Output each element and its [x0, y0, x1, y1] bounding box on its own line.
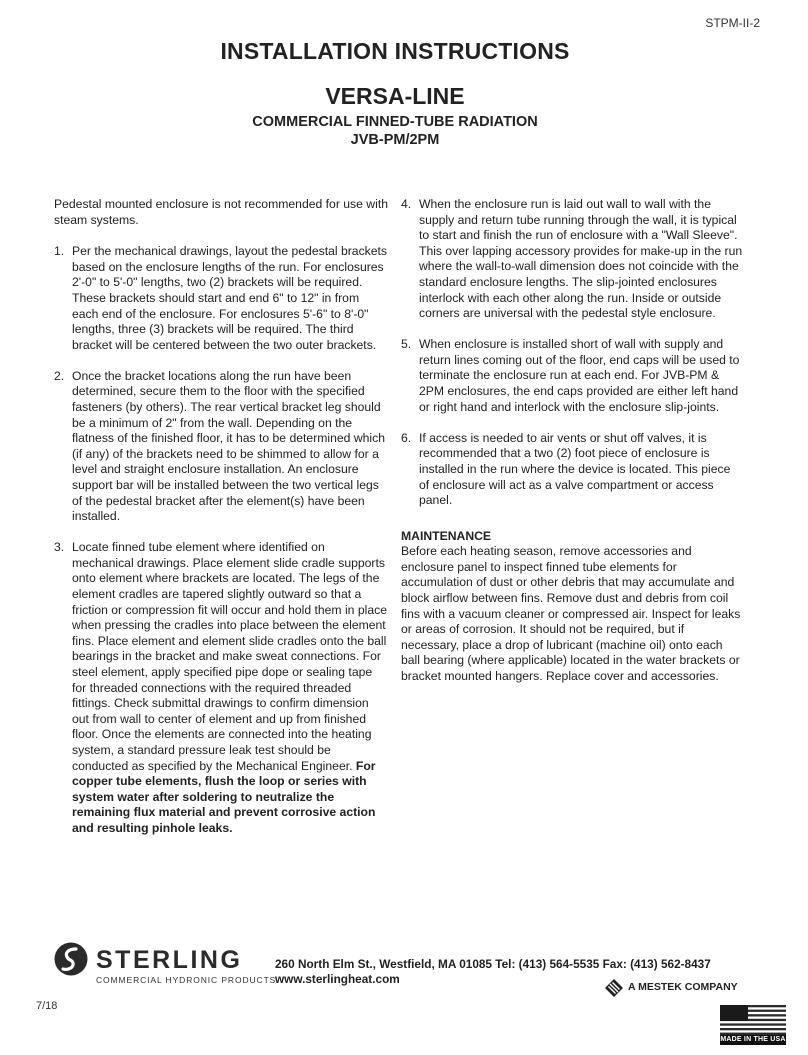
- model-number: JVB-PM/2PM: [350, 132, 440, 148]
- sterling-logo: [54, 942, 277, 992]
- product-subtitle: COMMERCIAL FINNED-TUBE RADIATION: [252, 114, 538, 130]
- logo-tagline: COMMERCIAL HYDRONIC PRODUCTS: [96, 975, 277, 985]
- step-number: 4.: [401, 197, 412, 211]
- step-number: 3.: [54, 540, 65, 555]
- step-text-wrapper: [72, 540, 388, 836]
- step-4: [401, 197, 743, 322]
- step-5: [401, 337, 743, 415]
- intro-paragraph: Pedestal mounted enclosure is not recommended for use with steam systems.: [54, 197, 388, 227]
- step-text: If access is needed to air vents or shut off valves, it is recommended that a two (2) foot piece of enclosure is installed in the run where the device is located. This piece of enclosure will act as a valve compartment or access panel.: [419, 430, 731, 508]
- title-block: [0, 38, 790, 148]
- product-name: VERSA-LINE: [325, 83, 465, 109]
- document-code: STPM-II-2: [705, 16, 760, 30]
- step-3: [54, 540, 388, 836]
- maintenance-text: Before each heating season, remove accessories and enclosure panel to inspect finned tube elements for accumulation of dust or other debris that may accumulate and block airflow between fins. Remove dust and debris from coil fins with a vacuum cleaner or compressed air. Inspect for leaks or areas of corrosion. It should not be required, but if necessary, place a drop of lubricant (machine oil) onto each ball bearing (where applicable) located in the water brackets or bracket mounted hangers. Replace cover and accessories.: [401, 544, 741, 684]
- step-text: Locate finned tube element where identified on mechanical drawings. Place element slide cradle supports onto element where brackets are located. The legs of the element cradles are tapered slightly outward so that a friction or compression fit will occur and hold them in place when pressing the cradles into place between the element fins. Place element and element slide cradles onto the ball bearings in the bracket and make sweat connections. For steel element, apply specified pipe dope or sealing tape for threaded connections with the required threaded fittings. Check submittal drawings to confirm dimension out from wall to center of element and up from finished floor. Once the elements are connected into the heating system, a standard pressure leak test should be conducted as specified by the Mechanical Engineer.: [72, 540, 387, 773]
- step-text: Per the mechanical drawings, layout the pedestal brackets based on the enclosure lengths of the run. For enclosures 2'-0" to 5'-0" lengths, two (2) brackets will be required. These brackets should start and end 6" to 12" in from each end of the enclosure. For enclosures 5'-6" to 8'-0" lengths, three (3) brackets will be required. The third bracket will be centered between the two outer brackets.: [72, 244, 388, 352]
- page-title: INSTALLATION INSTRUCTIONS: [220, 38, 570, 64]
- mestek-label: A MESTEK COMPANY: [628, 981, 738, 993]
- mestek-logo-icon: [604, 978, 624, 998]
- revision-date: 7/18: [36, 1000, 58, 1012]
- step-number: 2.: [54, 368, 65, 383]
- maintenance-heading: MAINTENANCE: [401, 528, 492, 543]
- left-column: [54, 197, 388, 852]
- logo-wordmark: STERLING: [96, 946, 243, 974]
- company-website: www.sterlingheat.com: [275, 972, 400, 986]
- made-in-usa-badge: [720, 1005, 786, 1045]
- sterling-logo-icon: [54, 942, 88, 976]
- us-flag-icon: [720, 1005, 786, 1035]
- step-2: [54, 369, 388, 525]
- step-1: [54, 244, 388, 353]
- step-text: Once the bracket locations along the run have been determined, secure them to the floor with the specified fasteners (by others). The rear vertical bracket leg should be a minimum of 2" from the wall. Depending on the flatness of the finished floor, it has to be determined which (if any) of the brackets need to be shimmed to allow for a level and straight enclosure installation. An enclosure support bar will be installed between the two vertical legs of the pedestal bracket after the element(s) have been installed.: [72, 368, 385, 524]
- step-6: [401, 431, 743, 509]
- step-number: 1.: [54, 244, 65, 259]
- step-text: When enclosure is installed short of wall with supply and return lines coming out of the floor, end caps will be used to terminate the enclosure run at each end. For JVB-PM & 2PM enclosures, the end caps provided are either left hand or right hand and interlock with the enclosure slip-joints.: [419, 337, 740, 414]
- made-in-usa-label: MADE IN THE USA: [720, 1036, 786, 1043]
- step-text: When the enclosure run is laid out wall to wall with the supply and return tube running through the wall, it is typical to start and finish the run of enclosure with a "Wall Sleeve". This over lapping accessory provides for make-up in the run where the wall-to-wall dimension does not coincide with the standard enclosure lengths. The slip-jointed enclosures interlock with each other along the run. Inside or outside corners are universal with the pedestal style enclosure.: [419, 197, 743, 321]
- step-warning-text: For copper tube elements, flush the loop or series with system water after soldering to neutralize the remaining flux material and prevent corrosive action and resulting pinhole leaks.: [72, 758, 376, 835]
- company-address: 260 North Elm St., Westfield, MA 01085 Tel: (413) 564-5535 Fax: (413) 562-8437: [275, 957, 711, 971]
- step-number: 5.: [401, 337, 412, 352]
- right-column: [401, 197, 743, 685]
- step-number: 6.: [401, 430, 412, 445]
